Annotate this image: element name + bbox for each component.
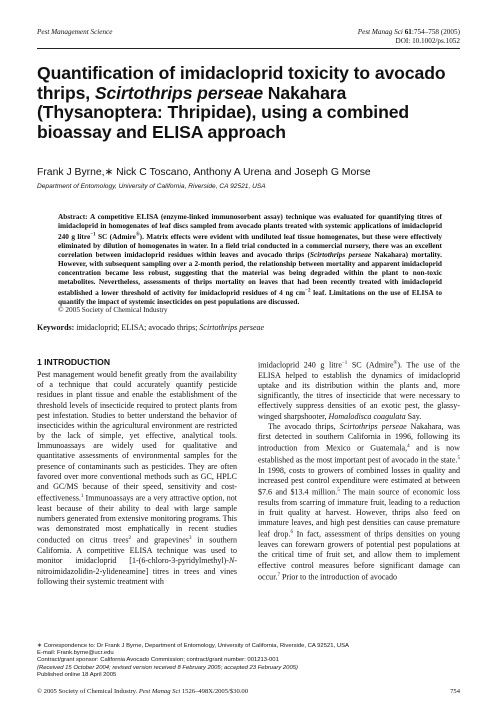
intro-paragraph-2 — [258, 422, 460, 583]
footer-journal: Pest Manag Sci — [138, 688, 181, 695]
keywords — [37, 323, 264, 332]
reference-marker: 6 — [290, 530, 293, 536]
abstract-reg: ® — [135, 232, 140, 238]
author-list: Frank J Byrne,∗ Nick C Toscano, Anthony A Urena and Joseph G Morse — [37, 167, 371, 178]
received-note: (Received 15 October 2004; revised version received 8 February 2005; accepted 23 February 2005) — [37, 664, 298, 671]
intro-text: -nitroimidazolidin-2-ylideneamine] titres in trees and vines following their systemic treatment with — [37, 556, 237, 586]
title-part-2: Nakahara (Thysanoptera: Thripidae), using a combined bioassay and ELISA approach — [37, 82, 410, 142]
registered-mark: ® — [393, 361, 398, 366]
citation-journal: Pest Manag Sci — [357, 28, 403, 36]
body-column-left — [37, 370, 237, 587]
intro-text: ). The use of the ELISA helped to establish the dynamics of imidacloprid uptake and its distribution within the plants and, more significantly, the titres of insecticide that were necessary to effectively suppress densities of an exotic pest, the glassy-winged sharpshooter, — [258, 360, 460, 421]
title-part-1: Quantification of imidacloprid toxicity to avocado thrips, — [37, 63, 446, 103]
keywords-list: imidacloprid; ELISA; avocado thrips; — [74, 323, 200, 332]
reference-marker: 5 — [457, 455, 460, 461]
citation-pages: :754–758 (2005) — [411, 28, 460, 36]
affiliation: Department of Entomology, University of California, Riverside, CA 92521, USA — [37, 183, 266, 190]
doi: DOI: 10.1002/ps.1052 — [395, 36, 460, 45]
title-species: Scirtothrips perseae — [94, 82, 263, 103]
journal-name-header: Pest Management Science — [37, 28, 113, 36]
intro-text: and grapevines — [130, 536, 189, 546]
intro-text: Immunoassays are a very attractive option, not least because of their ability to deal with large sample numbers generated from extensive monitoring programs. This was demonstrated most emphatically in recent studies conducted on citrus trees — [37, 493, 237, 546]
intro-text: imidacloprid 240 g litre — [258, 360, 342, 370]
footer-copyright: © 2005 Society of Chemical Industry. — [37, 688, 139, 695]
intro-text: Say. — [405, 411, 422, 421]
species-name: Homalodisca coagulata — [328, 411, 406, 421]
abstract-text-4: Nakahara) mortality. However, with subsequent sampling over a 2-month period, the relationship between mortality and apparent imidacloprid concentration became less robust, suggesting that the material was being degraded within the plant to non-toxic metabolites. Nevertheless, assessments of thrips mortality on leaves that had been recently treated with imidacloprid established a lower threshold of activity for imidacloprid residues of 4 ng cm — [58, 249, 442, 297]
reference-marker: 1 — [80, 494, 84, 500]
published-note: Published online 18 April 2005 — [37, 671, 117, 678]
keywords-species: Scirtothrips perseae — [199, 323, 265, 332]
abstract-text-5: leaf. Limitations on the use of ELISA to quantify the impact of systemic insecticides on pest populations are discussed. — [58, 287, 442, 306]
reference-marker: 5 — [337, 488, 340, 494]
correspondence-note: ∗ Correspondence to: Dr Frank J Byrne, Department of Entomology, University of California, Riverside, CA 92521, USA — [37, 643, 349, 649]
intro-paragraph-1 — [37, 370, 237, 587]
email-note: E-mail: Frank.byrne@ucr.edu — [37, 650, 114, 657]
reference-marker: 3 — [189, 536, 192, 542]
abstract-sup-1: −1 — [90, 232, 96, 238]
superscript: −1 — [341, 361, 348, 366]
grant-note: Contract/grant sponsor: California Avocado Commission; contract/grant number: 001213-001 — [37, 657, 279, 664]
abstract-text-1: Abstract: A competitive ELISA (enzyme-linked immunosorbent assay) technique was evaluated for quantifying titres of imidacloprid in homogenates of leaf discs sampled from avocado plants treated with systemic applications of imidacloprid 240 g litre — [58, 212, 442, 241]
abstract — [58, 212, 442, 306]
page-footer — [37, 688, 460, 695]
citation-header — [358, 28, 460, 45]
footnotes — [37, 643, 457, 679]
intro-text: In fact, assessment of thrips densities on young leaves can forewarn growers of potential pest populations at the critical time of fruit set, and allow them to implement effective control measures before significant damage can occur. — [258, 530, 460, 582]
abstract-text-2: SC (Admire — [95, 231, 136, 241]
intro-text: Pest management would benefit greatly from the availability of a technique that could accurately quantify pesticide residues in plant tissue and enable the establishment of the threshold levels of insecticide required to protect plants from pest infestation. Studies to better understand the behavior of insecticides within the agricultural environment are restricted by the lack of simple, yet effective, analytical tools. Immunoassays are widely used for qualitative and quantitative assessments of environmental samples for the presence of contaminants such as pesticides. They are often favored over more conventional methods such as GC, HPLC and GC/MS because of their speed, sensitivity and cost-effectiveness. — [37, 370, 237, 503]
reference-marker: 2 — [128, 536, 131, 542]
abstract-text-3: ). Matrix effects were evident with undiluted leaf tissue homogenates, but these were effectively eliminated by dilution of homogenates in water. In a field trial conducted in a commercial nursery, there was an excellent correlation between imidacloprid residues within leaves and avocado thrips ( — [58, 231, 443, 259]
header-rule — [37, 48, 460, 49]
species-name: Scirtothrips perseae — [339, 421, 407, 431]
keywords-label: Keywords: — [37, 323, 75, 332]
intro-text: Prior to the introduction of avocado — [279, 572, 398, 582]
intro-text: and is now established as the most important pest of avocado in the state. — [258, 443, 460, 465]
citation-volume: 61 — [404, 28, 412, 36]
intro-text: in southern California. A competitive ELISA technique was used to monitor imidacloprid [1-(6-chloro-3-pyridylmethyl)- — [37, 536, 238, 566]
footer-issn: 1526–498X/2005/$30.00 — [180, 688, 248, 695]
page-number: 754 — [450, 688, 460, 695]
intro-text: Nakahara, was first detected in southern California in 1996, following its introduction from Mexico or Guatemala, — [258, 421, 461, 453]
reference-marker: 7 — [277, 572, 280, 578]
article-title — [37, 64, 467, 142]
italic-n: N — [228, 556, 235, 566]
intro-text: The avocado thrips, — [268, 421, 340, 431]
intro-text: In 1998, costs to growers of combined losses in quality and increased pest control expenditure were estimated at between $7.6 and $13.4 million. — [258, 465, 460, 497]
abstract-species: Scirtothrips perseae — [309, 249, 372, 259]
intro-text: SC (Admire — [347, 360, 394, 370]
reference-marker: 4 — [407, 444, 410, 450]
intro-text: The main source of economic loss results from scarring of immature fruit, leading to a reduction in fruit quality at harvest. However, thrips also feed on immature leaves, and high pest densities can cause premature leaf drop. — [258, 487, 460, 540]
abstract-sup-2: −2 — [305, 288, 311, 294]
intro-paragraph-1-cont — [258, 359, 460, 422]
section-heading-introduction: 1 INTRODUCTION — [37, 357, 111, 367]
body-column-right — [258, 359, 460, 583]
abstract-copyright: © 2005 Society of Chemical Industry — [58, 305, 168, 314]
